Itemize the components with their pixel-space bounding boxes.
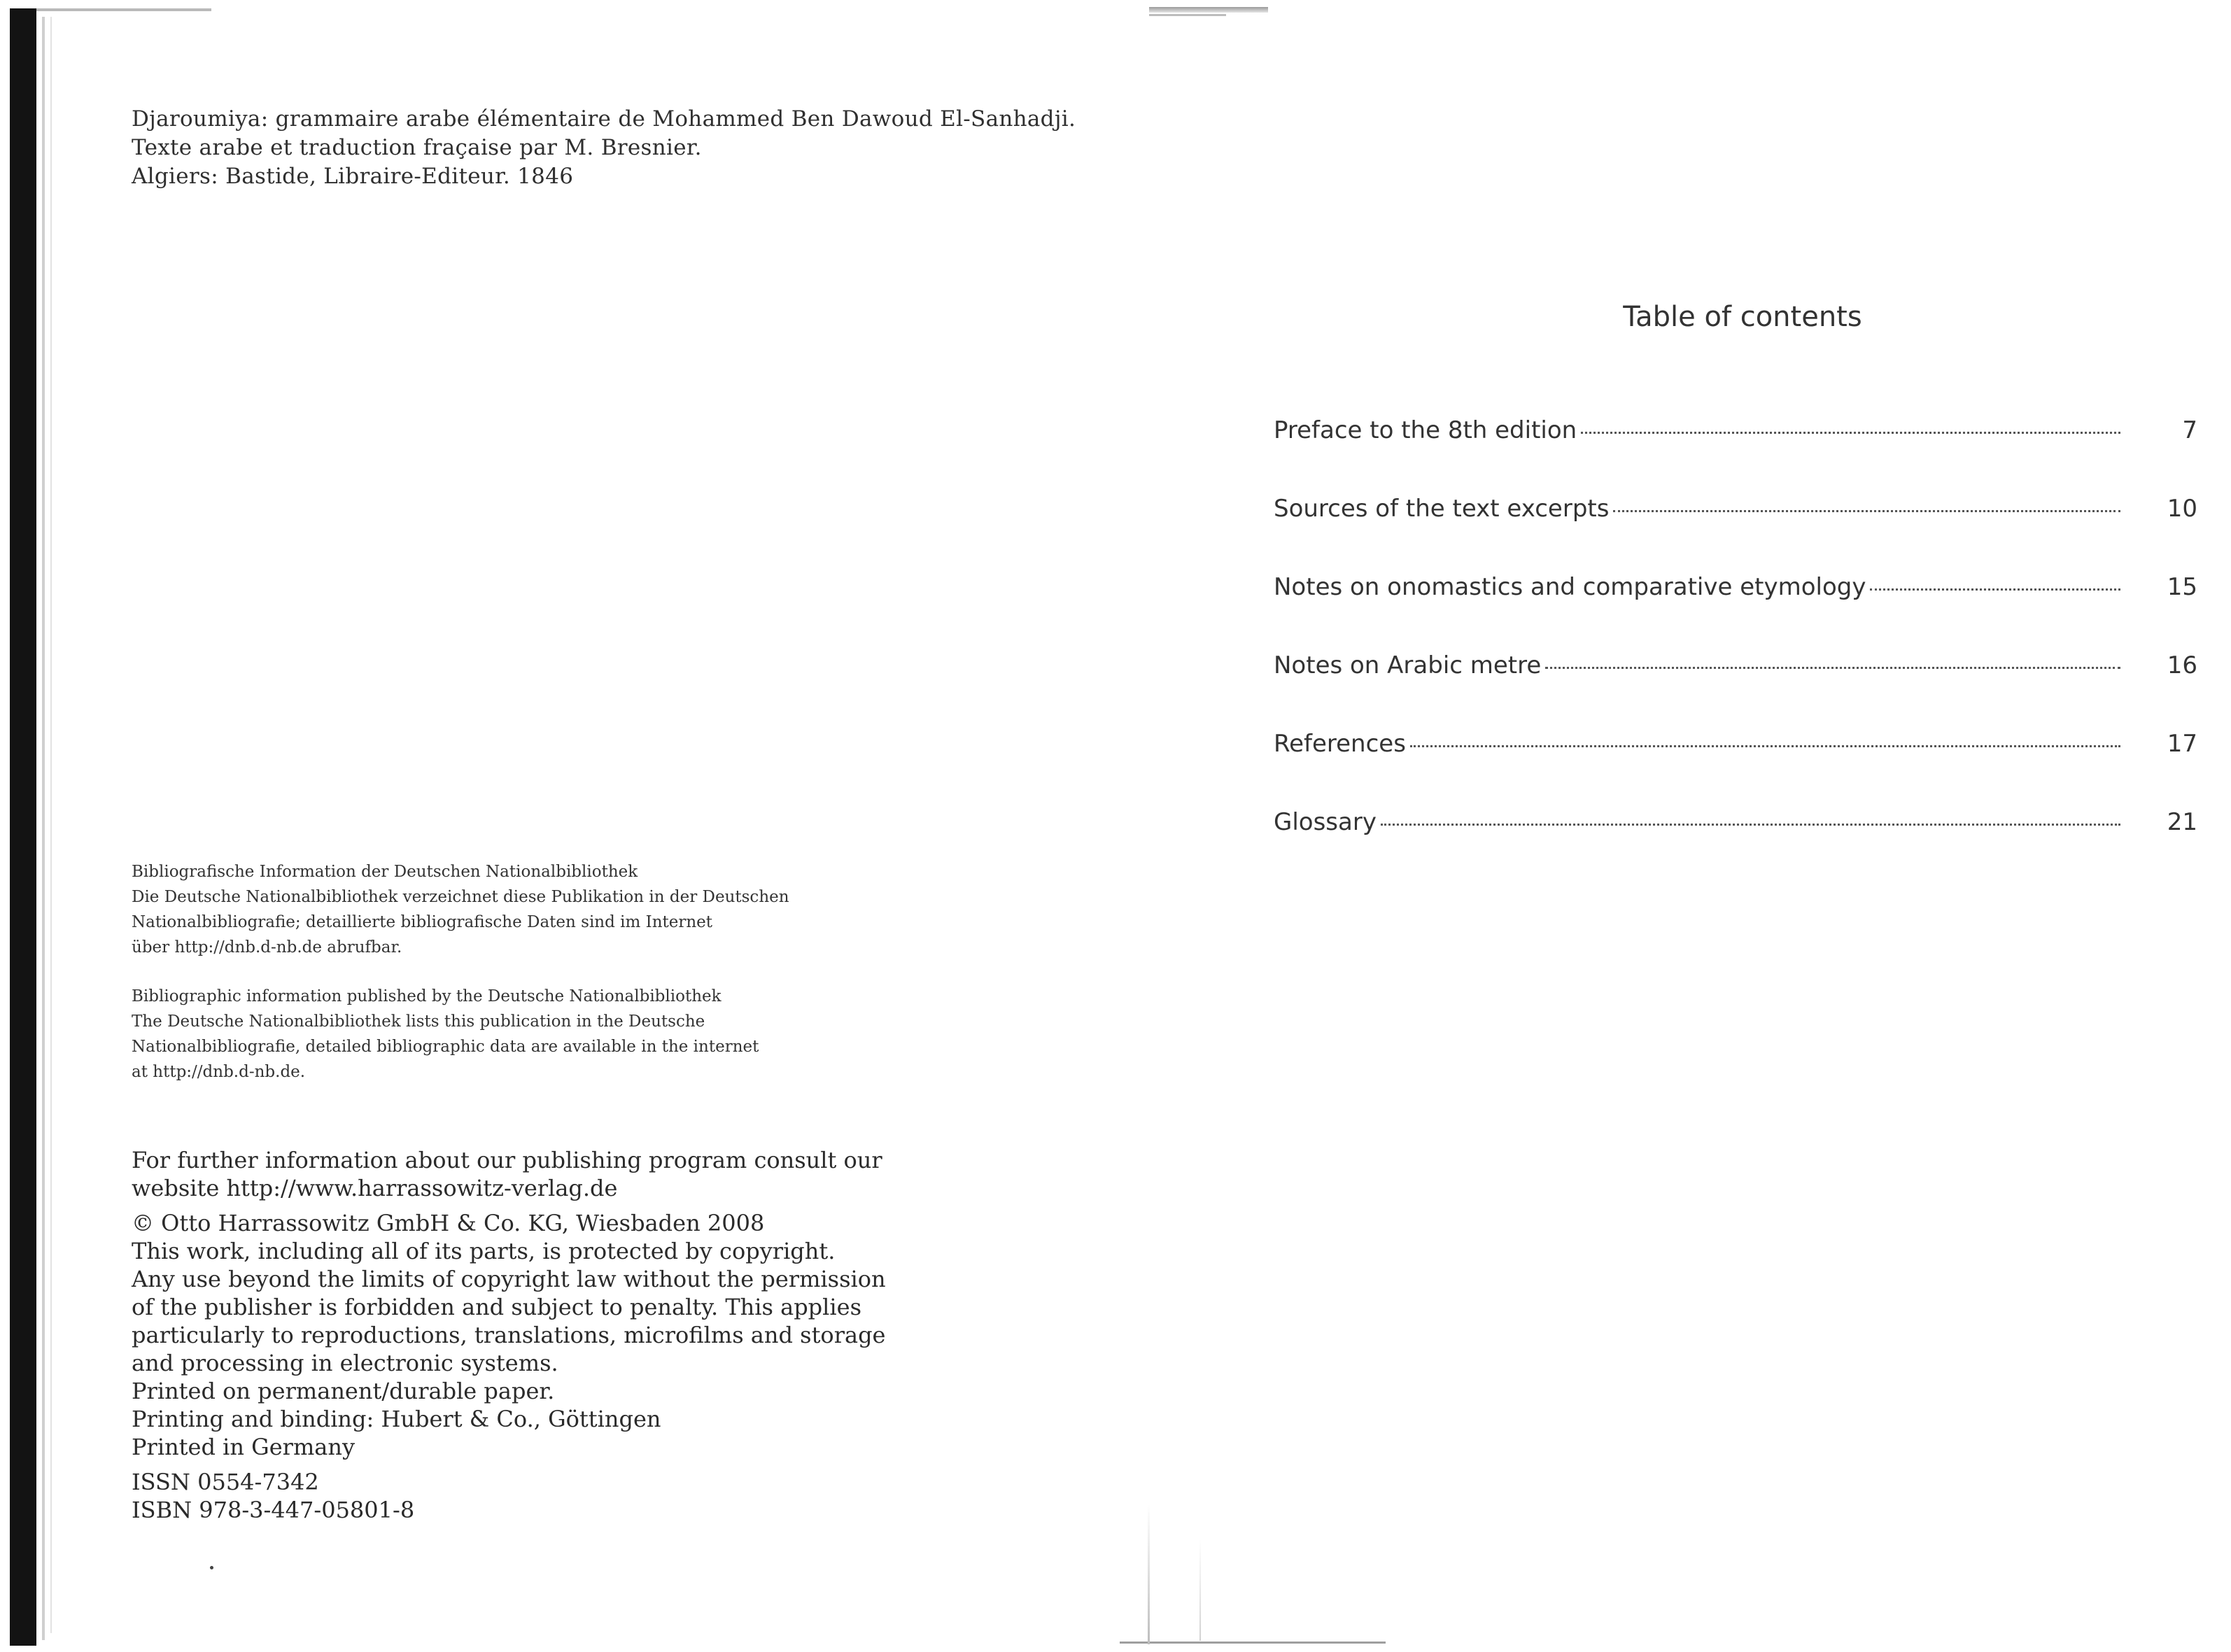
toc-entry-label: Sources of the text excerpts	[1274, 495, 1610, 523]
toc-entry-page: 10	[2167, 495, 2197, 523]
copyright-line: Printed in Germany	[132, 1434, 356, 1460]
toc-entry[interactable]	[1274, 808, 2197, 887]
copyright-line: © Otto Harrassowitz GmbH & Co. KG, Wiesbaden 2008	[132, 1210, 765, 1236]
copyright-notice	[132, 1209, 971, 1461]
gutter-shadow-top	[1149, 7, 1268, 13]
copyright-line: Printed on permanent/durable paper.	[132, 1378, 555, 1404]
toc-dot-leader	[1545, 667, 2120, 669]
copyright-line: particularly to reproductions, translations, microfilms and storage	[132, 1322, 886, 1348]
further-info	[132, 1146, 971, 1202]
toc-entry[interactable]	[1274, 495, 2197, 573]
biblio-line: Bibliographic information published by the Deutsche Nationalbibliothek	[132, 987, 722, 1005]
stray-dot-mark	[210, 1566, 213, 1569]
toc-entry-page: 16	[2167, 651, 2197, 679]
identifiers	[132, 1468, 971, 1524]
copyright-line: of the publisher is forbidden and subject to penalty. This applies	[132, 1294, 861, 1320]
toc-entry-page: 17	[2167, 730, 2197, 758]
toc-dot-leader	[1410, 745, 2120, 747]
toc-dot-leader	[1613, 510, 2120, 512]
toc-entry-label: Glossary	[1274, 808, 1377, 836]
copyright-line: and processing in electronic systems.	[132, 1350, 558, 1376]
further-info-line: For further information about our publishing program consult our	[132, 1147, 882, 1173]
toc-dot-leader	[1381, 824, 2120, 826]
toc-entry-label: References	[1274, 730, 1406, 758]
scan-edge-shadow	[10, 8, 36, 1646]
issn: ISSN 0554-7342	[132, 1469, 319, 1495]
toc-dot-leader	[1581, 432, 2120, 434]
copyright-line: This work, including all of its parts, is protected by copyright.	[132, 1238, 836, 1264]
further-info-line: website http://www.harrassowitz-verlag.de	[132, 1175, 618, 1201]
gutter-fold-line	[1148, 1504, 1150, 1644]
toc-entry[interactable]	[1274, 573, 2197, 651]
gutter-shadow-top-secondary	[1149, 14, 1226, 16]
biblio-line: at http://dnb.d-nb.de.	[132, 1063, 306, 1081]
biblio-line: Nationalbibliografie, detailed bibliographic data are available in the internet	[132, 1038, 759, 1056]
source-citation	[132, 105, 1111, 191]
toc-heading: Table of contents	[1623, 301, 1862, 333]
toc-entry[interactable]	[1274, 651, 2197, 730]
gutter-fold-line-secondary	[1199, 1539, 1201, 1641]
bibliographic-information-german	[132, 859, 901, 960]
copyright-line: Any use beyond the limits of copyright law without the permission	[132, 1266, 886, 1292]
publisher-imprint	[132, 1146, 971, 1524]
toc-entry-label: Notes on Arabic metre	[1274, 651, 1542, 679]
toc-entry[interactable]	[1274, 416, 2197, 495]
biblio-line: Nationalbibliografie; detaillierte bibliografische Daten sind im Internet	[132, 913, 713, 931]
gutter-shadow-bottom	[1120, 1642, 1386, 1644]
biblio-line: Die Deutsche Nationalbibliothek verzeichnet diese Publikation in der Deutschen	[132, 888, 789, 906]
toc-entry-page: 21	[2167, 808, 2197, 836]
source-citation-line: Texte arabe et traduction fraçaise par M. Bresnier.	[132, 135, 702, 160]
biblio-line: Bibliografische Information der Deutschen Nationalbibliothek	[132, 863, 638, 881]
toc-entry-label: Notes on onomastics and comparative etymology	[1274, 573, 1866, 601]
bibliographic-information	[132, 859, 901, 1085]
scan-top-rule	[36, 8, 211, 11]
source-citation-line: Djaroumiya: grammaire arabe élémentaire de Mohammed Ben Dawoud El-Sanhadji.	[132, 106, 1076, 132]
biblio-line: The Deutsche Nationalbibliothek lists this publication in the Deutsche	[132, 1012, 705, 1031]
scan-edge-line-secondary	[50, 17, 52, 1633]
isbn: ISBN 978-3-447-05801-8	[132, 1497, 415, 1523]
toc-dot-leader	[1870, 588, 2120, 591]
scan-edge-line	[42, 17, 45, 1640]
source-citation-line: Algiers: Bastide, Libraire-Editeur. 1846	[132, 164, 574, 189]
biblio-line: über http://dnb.d-nb.de abrufbar.	[132, 938, 402, 956]
toc-entry-label: Preface to the 8th edition	[1274, 416, 1577, 444]
toc-entry-page: 7	[2182, 416, 2197, 444]
bibliographic-information-english	[132, 984, 901, 1085]
table-of-contents	[1274, 416, 2197, 887]
toc-entry-page: 15	[2167, 573, 2197, 601]
copyright-line: Printing and binding: Hubert & Co., Göttingen	[132, 1406, 661, 1432]
toc-entry[interactable]	[1274, 730, 2197, 808]
